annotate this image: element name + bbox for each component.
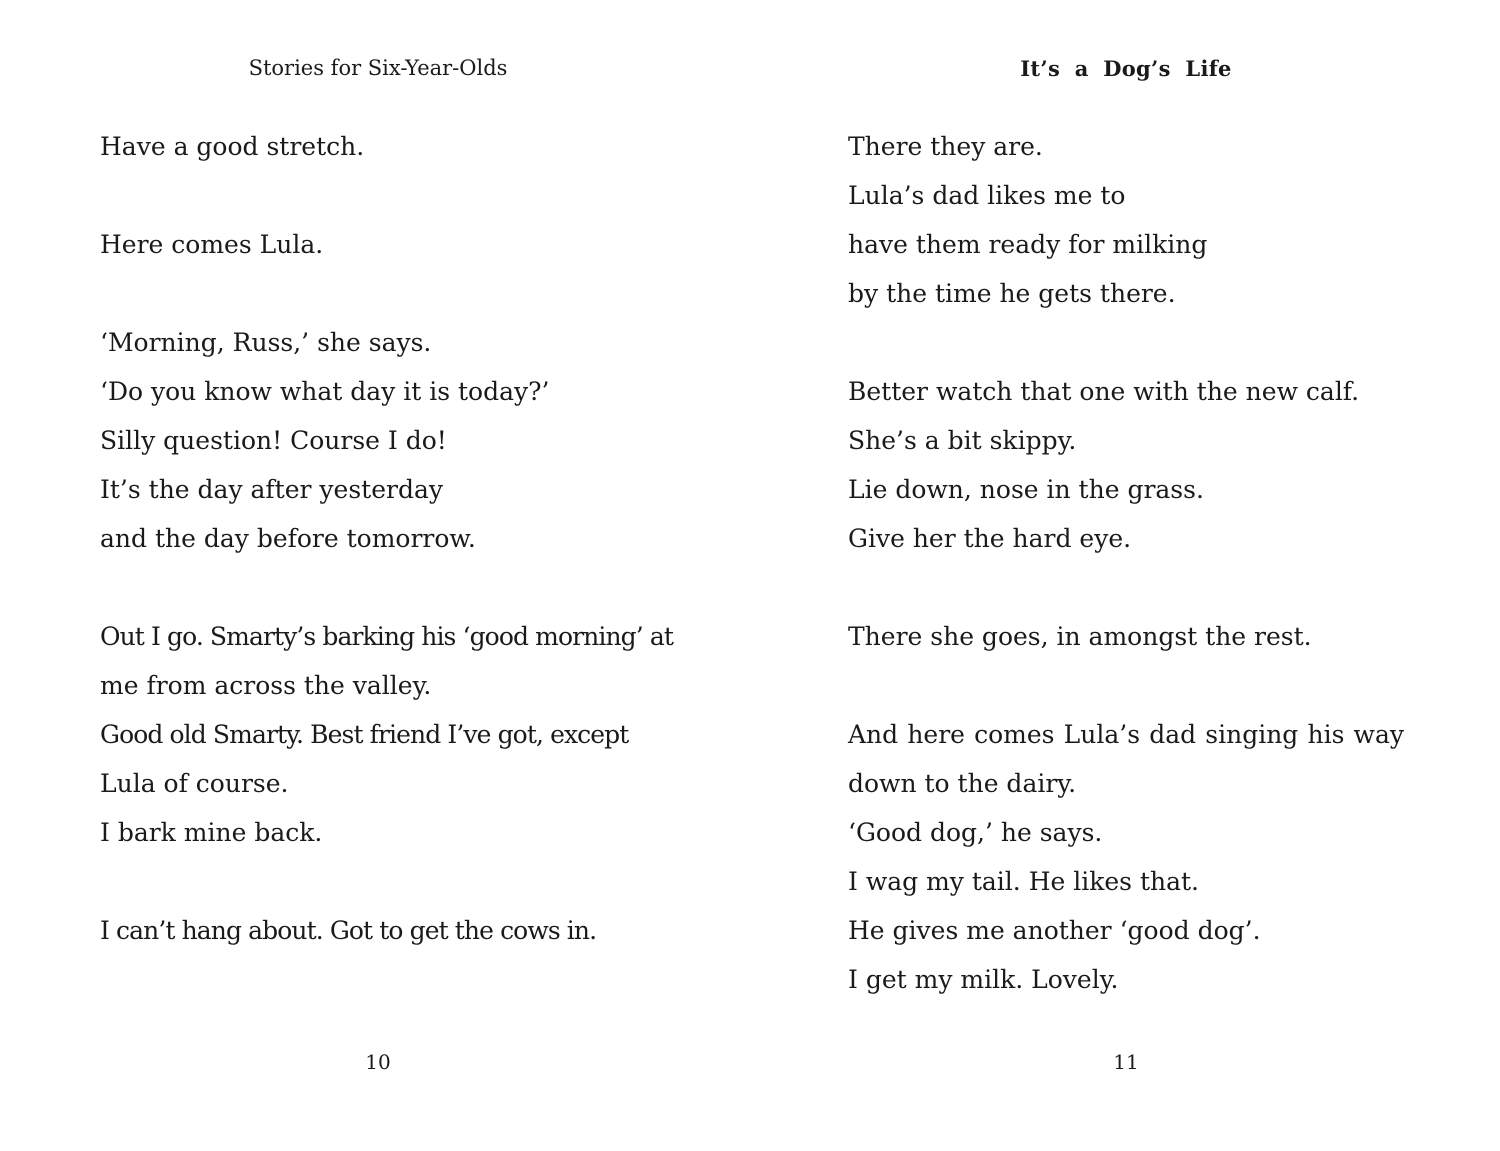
text-line: ‘Do you know what day it is today?’ [100, 377, 550, 406]
text-line: Silly question! Course I do! [100, 426, 447, 455]
text-line: have them ready for milking [848, 230, 1208, 259]
text-line: ‘Good dog,’ he says. [848, 818, 1103, 847]
page-number-right: 11 [1113, 1050, 1139, 1074]
text-line: She’s a bit skippy. [848, 426, 1077, 455]
text-line: I get my milk. Lovely. [848, 965, 1119, 994]
text-line: Here comes Lula. [100, 230, 324, 259]
text-line: Better watch that one with the new calf. [848, 377, 1360, 406]
right-page-body [848, 122, 1404, 1053]
text-line: by the time he gets there. [848, 279, 1176, 308]
stanza [848, 710, 1404, 1004]
stanza [848, 122, 1404, 318]
stanza [100, 612, 673, 857]
text-line: It’s the day after yesterday [100, 475, 443, 504]
text-line: down to the dairy. [848, 769, 1077, 798]
text-line: Lula of course. [100, 769, 289, 798]
text-line: ‘Morning, Russ,’ she says. [100, 328, 432, 357]
text-line: me from across the valley. [100, 671, 432, 700]
text-line: I wag my tail. He likes that. [848, 867, 1199, 896]
text-line: Lie down, nose in the grass. [848, 475, 1204, 504]
book-page-right [848, 0, 1404, 1151]
running-header-book-title: Stories for Six-Year-Olds [248, 56, 508, 80]
stanza [100, 906, 656, 955]
running-header-story-title: It’s a Dog’s Life [1020, 56, 1232, 81]
text-line: There she goes, in amongst the rest. [848, 622, 1312, 651]
text-line: Good old Smarty. Best friend I’ve got, except [100, 720, 629, 749]
text-line: And here comes Lula’s dad singing his way [848, 720, 1404, 749]
text-line: I can’t hang about. Got to get the cows in. [100, 916, 597, 945]
book-page-left [100, 0, 673, 1151]
text-line: Have a good stretch. [100, 132, 365, 161]
stanza [100, 122, 656, 171]
text-line: Out I go. Smarty’s barking his ‘good morning’ at [100, 622, 673, 651]
stanza [100, 220, 656, 269]
text-line: Give her the hard eye. [848, 524, 1132, 553]
stanza [848, 612, 1404, 661]
stanza [848, 367, 1404, 563]
left-page-body [100, 122, 673, 1004]
text-line: Lula’s dad likes me to [848, 181, 1126, 210]
text-line: and the day before tomorrow. [100, 524, 476, 553]
text-line: I bark mine back. [100, 818, 323, 847]
page-number-left: 10 [365, 1050, 391, 1074]
text-line: He gives me another ‘good dog’. [848, 916, 1261, 945]
text-line: There they are. [848, 132, 1043, 161]
stanza [100, 318, 656, 563]
